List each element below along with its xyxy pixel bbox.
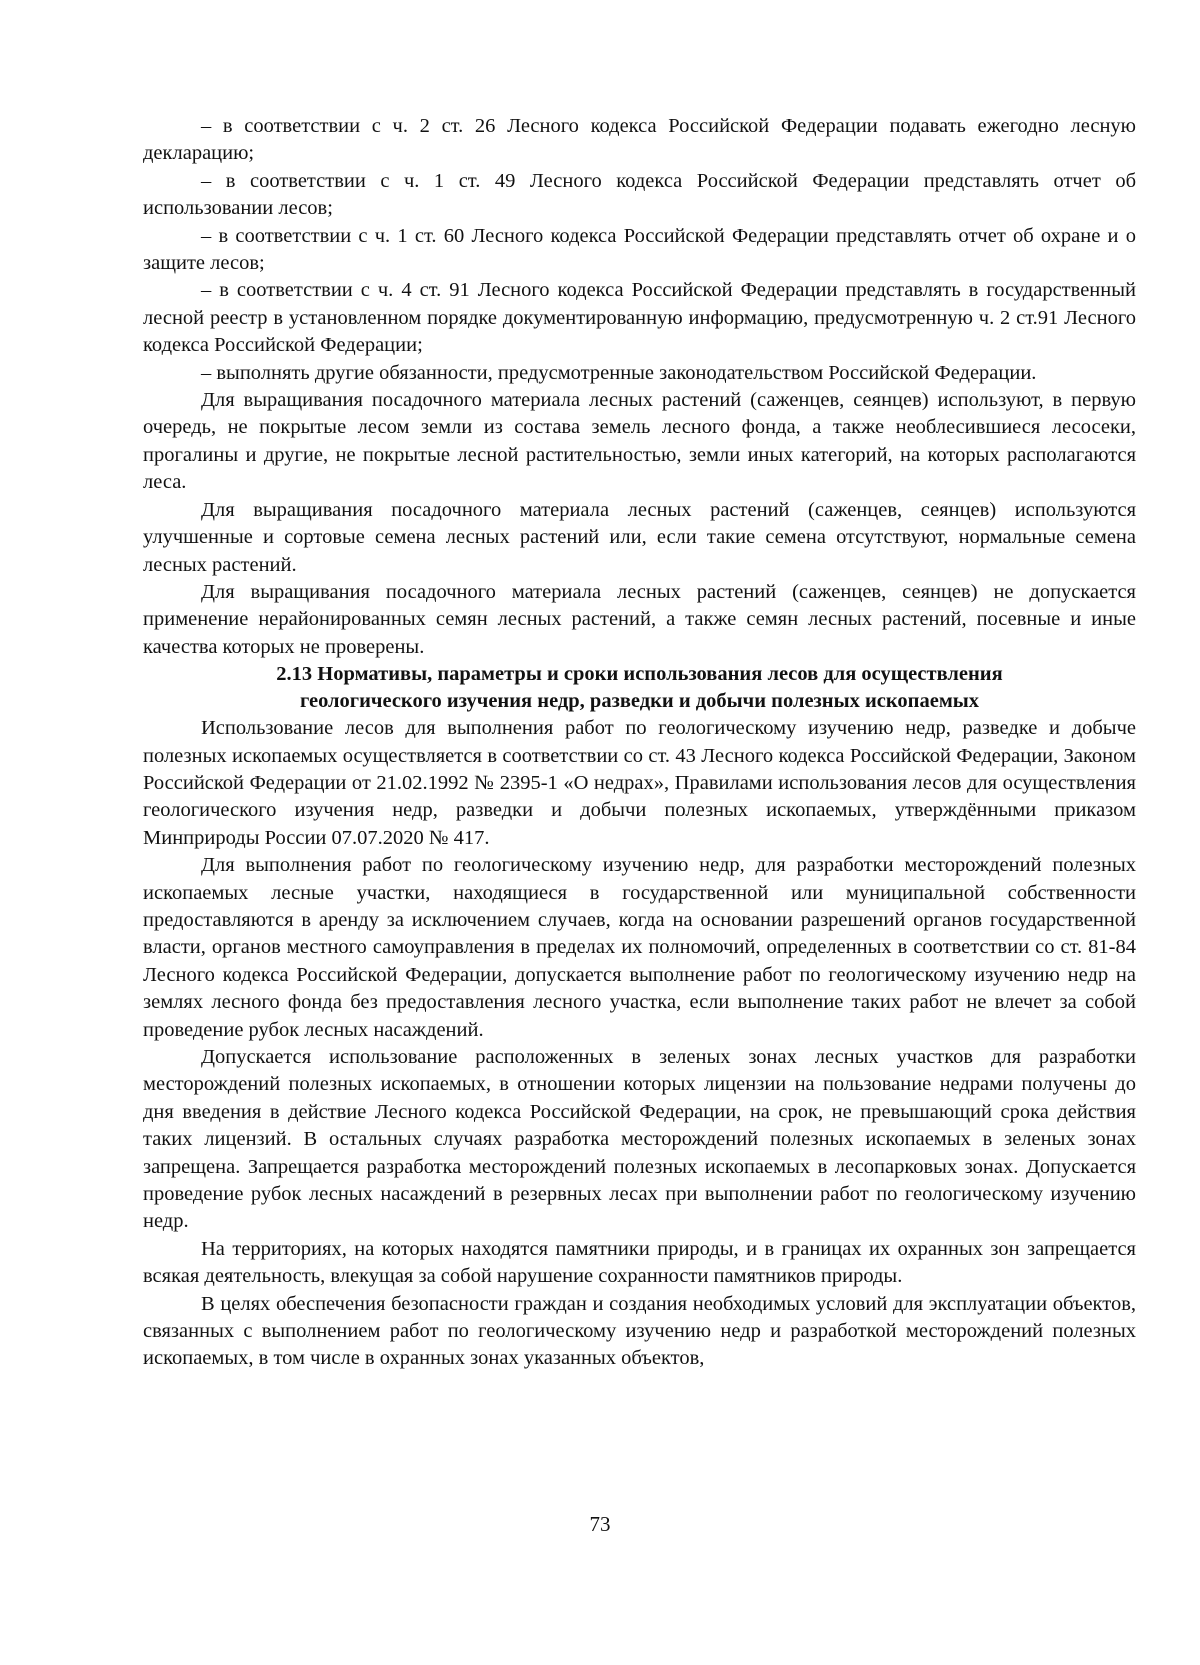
list-item: – в соответствии с ч. 4 ст. 91 Лесного кодекса Российской Федерации представлять в государственный лесной реестр в установленном порядке документированную информацию, предусмотренную ч. 2 ст.91 Лесного кодекса Российской Федерации; (143, 279, 1136, 357)
paragraph: В целях обеспечения безопасности граждан и создания необходимых условий для эксплуатации объектов, связанных с выполнением работ по геологическому изучению недр и разработкой месторождений полезных ископаемых, в том числе в охранных зонах указанных объектов, (143, 1292, 1136, 1370)
list-item: – выполнять другие обязанности, предусмотренные законодательством Российской Федерации. (201, 361, 1037, 384)
list-item: – в соответствии с ч. 2 ст. 26 Лесного кодекса Российской Федерации подавать ежегодно лесную декларацию; (143, 115, 1136, 165)
list-item: – в соответствии с ч. 1 ст. 60 Лесного кодекса Российской Федерации представлять отчет об охране и о защите лесов; (143, 224, 1136, 275)
list-item: – в соответствии с ч. 1 ст. 49 Лесного кодекса Российской Федерации представлять отчет об использовании лесов; (143, 169, 1136, 220)
paragraph: Для выполнения работ по геологическому изучению недр, для разработки месторождений полезных ископаемых лесные участки, находящиеся в государственной или муниципальной собственности предоставляются в аренду за исключением случаев, когда на основании разрешений органов государственной власти, органов местного самоуправления в пределах их полномочий, определенных в соответствии со ст. 81-84 Лесного кодекса Российской Федерации, допускается выполнение работ по геологическому изучению недр на землях лесного фонда без предоставления лесного участка, если выполнение таких работ не влечет за собой проведение рубок лесных насаждений. (143, 854, 1136, 1041)
paragraph: Для выращивания посадочного материала лесных растений (саженцев, сеянцев) используются улучшенные и сортовые семена лесных растений или, если такие семена отсутствуют, нормальные семена лесных растений. (143, 498, 1136, 576)
section-heading: 2.13 Нормативы, параметры и сроки использования лесов для осуществления геологического изучения недр, разведки и добычи полезных ископаемых (276, 663, 1003, 713)
paragraph: Допускается использование расположенных в зеленых зонах лесных участков для разработки месторождений полезных ископаемых, в отношении которых лицензии на пользование недрами получены до дня введения в действие Лесного кодекса Российской Федерации, на срок, не превышающий срока действия таких лицензий. В остальных случаях разработка месторождений полезных ископаемых в зеленых зонах запрещена. Запрещается разработка месторождений полезных ископаемых в лесопарковых зонах. Допускается проведение рубок лесных насаждений в резервных лесах при выполнении работ по геологическому изучению недр. (143, 1046, 1136, 1233)
page-number: 73 (589, 1512, 611, 1536)
paragraph: Использование лесов для выполнения работ по геологическому изучению недр, разведке и добыче полезных ископаемых осуществляется в соответствии со ст. 43 Лесного кодекса Российской Федерации, Законом Российской Федерации от 21.02.1992 № 2395-1 «О недрах», Правилами использования лесов для осуществления геологического изучения недр, разведки и добычи полезных ископаемых, утверждёнными приказом Минприроды России 07.07.2020 № 417. (143, 717, 1136, 849)
paragraph: Для выращивания посадочного материала лесных растений (саженцев, сеянцев) используют, в первую очередь, не покрытые лесом земли из состава земель лесного фонда, а также необлесившиеся лесосеки, прогалины и другие, не покрытые лесной растительностью, земли иных категорий, на которых располагаются леса. (143, 389, 1136, 494)
paragraph: Для выращивания посадочного материала лесных растений (саженцев, сеянцев) не допускается применение нерайонированных семян лесных растений, а также семян лесных растений, посевные и иные качества которых не проверены. (143, 580, 1136, 658)
paragraph: На территориях, на которых находятся памятники природы, и в границах их охранных зон запрещается всякая деятельность, влекущая за собой нарушение сохранности памятников природы. (143, 1237, 1136, 1288)
body-text (143, 113, 1136, 1373)
